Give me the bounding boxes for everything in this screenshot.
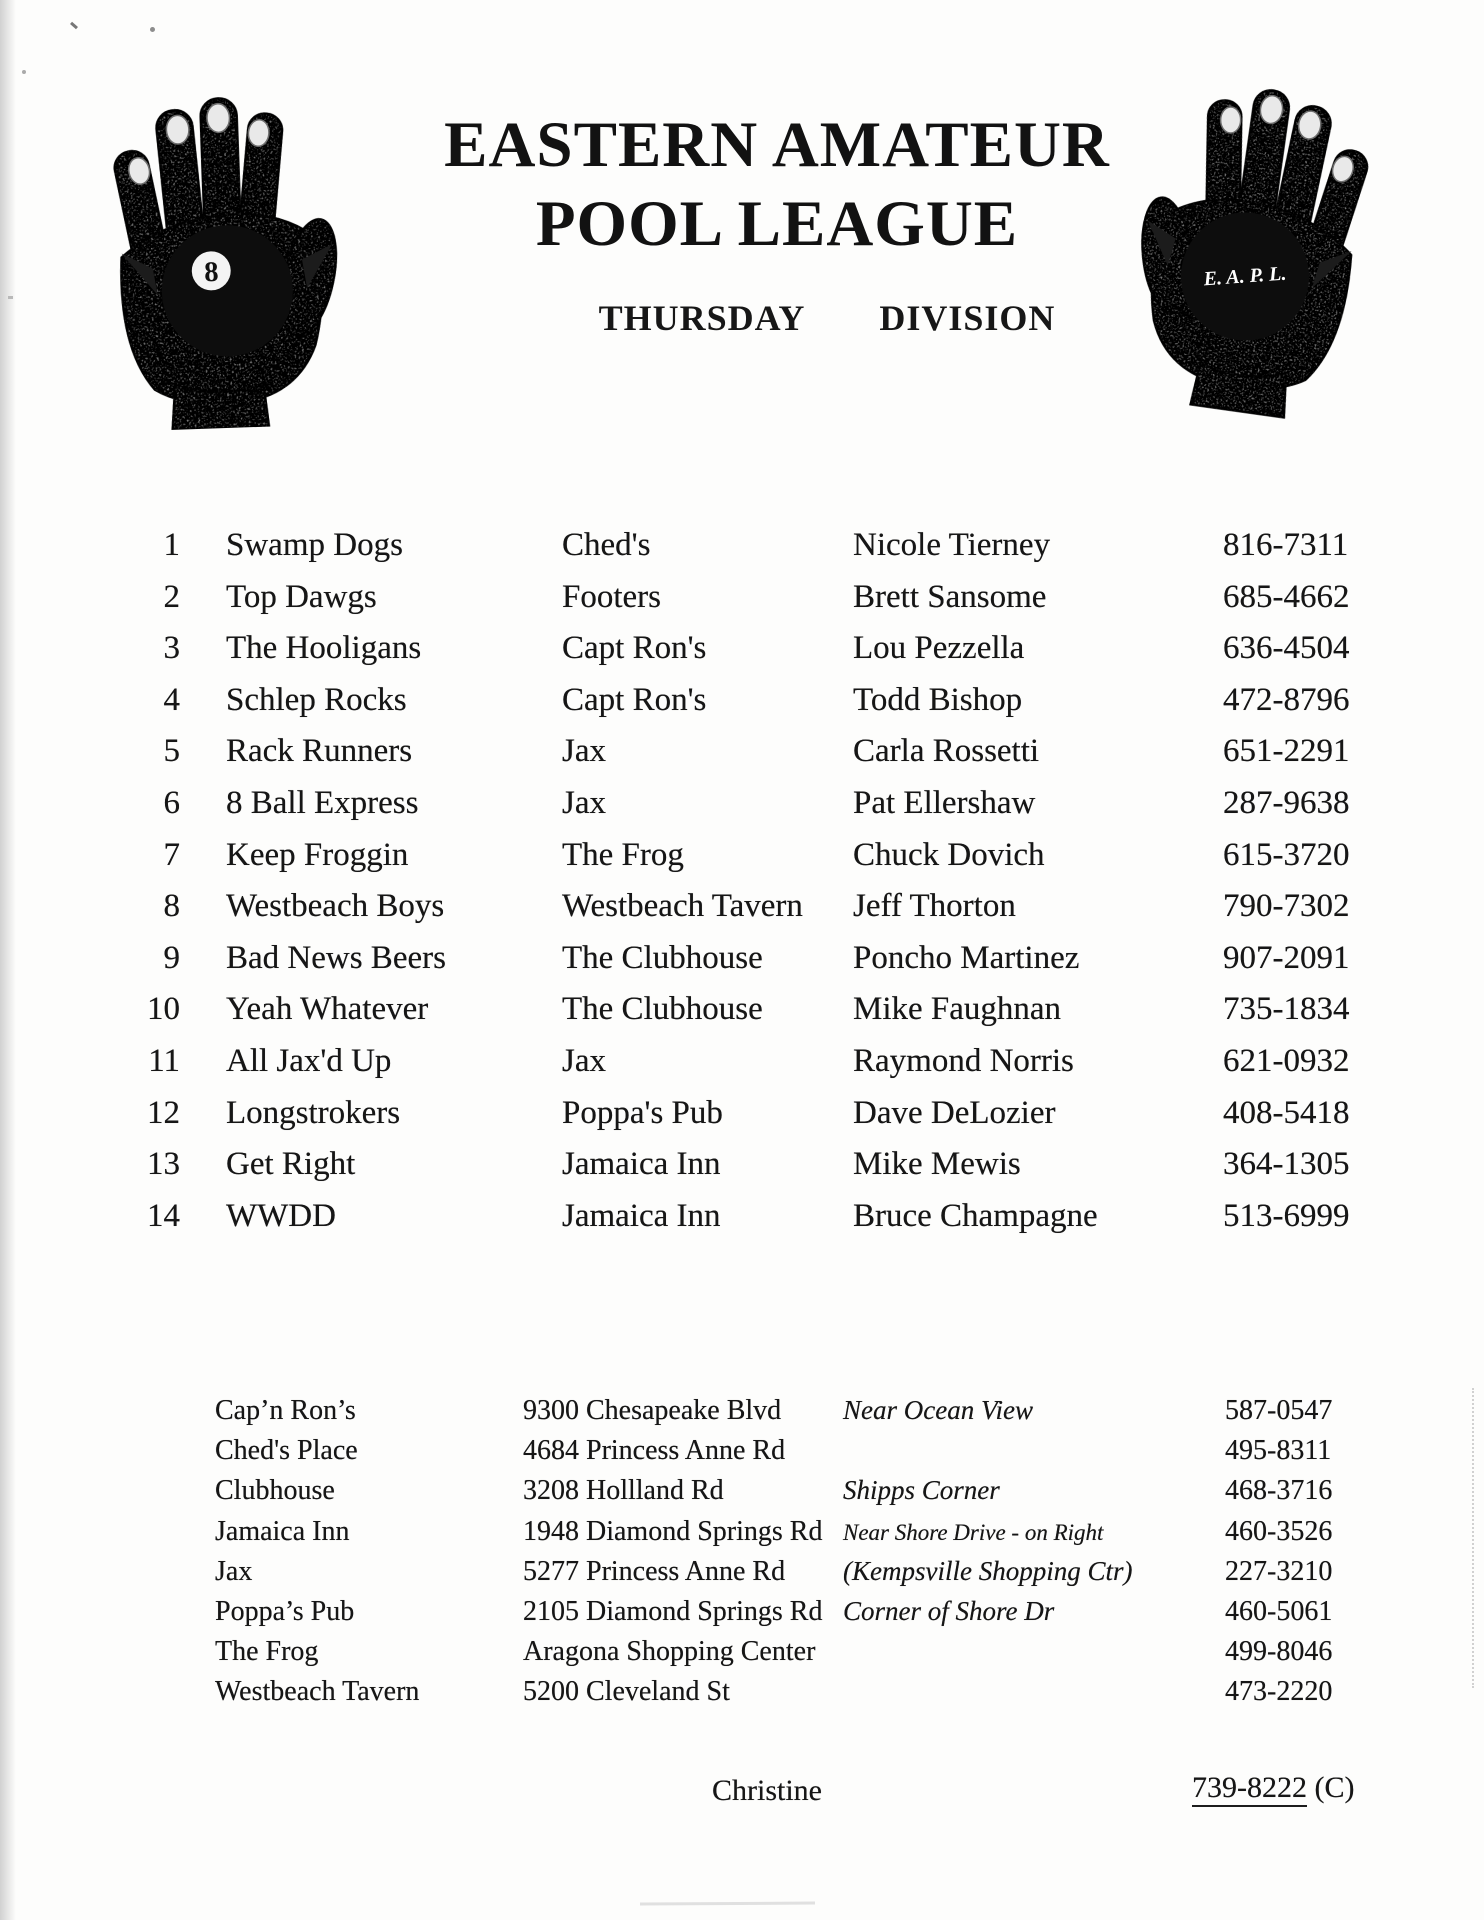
team-captain-phone: 513-6999 <box>1223 1197 1350 1234</box>
team-row <box>0 733 1484 785</box>
team-captain-name: Lou Pezzella <box>853 630 1025 667</box>
team-name: Top Dawgs <box>226 578 377 615</box>
team-captain-phone: 615-3720 <box>1223 836 1350 873</box>
venue-name: The Frog <box>215 1636 319 1668</box>
team-home-bar: Ched's <box>562 527 651 563</box>
team-captain-name: Poncho Martinez <box>853 939 1080 976</box>
page-title <box>380 106 1174 264</box>
venue-phone: 587-0547 <box>1225 1395 1333 1426</box>
venue-row <box>0 1636 1484 1676</box>
team-captain-phone: 408-5418 <box>1223 1094 1350 1131</box>
venue-row <box>0 1435 1484 1475</box>
team-home-bar: Capt Ron's <box>562 681 707 718</box>
team-captain-phone: 735-1834 <box>1223 991 1350 1028</box>
team-row <box>0 991 1484 1043</box>
team-name: WWDD <box>226 1197 336 1234</box>
venue-row <box>0 1395 1484 1435</box>
venue-phone: 460-3526 <box>1225 1515 1333 1547</box>
venue-address: Aragona Shopping Center <box>523 1636 816 1668</box>
venue-phone: 473-2220 <box>1225 1676 1333 1708</box>
team-captain-name: Nicole Tierney <box>853 527 1051 563</box>
team-number: 4 <box>163 681 180 718</box>
venue-location-note: Corner of Shore Dr <box>843 1595 1055 1626</box>
team-row <box>0 785 1484 837</box>
team-name: Yeah Whatever <box>226 991 429 1028</box>
venue-row <box>0 1676 1484 1716</box>
team-captain-name: Carla Rossetti <box>853 733 1040 770</box>
team-row <box>0 1095 1484 1147</box>
team-row <box>0 1043 1484 1095</box>
venue-row <box>0 1556 1484 1596</box>
venue-name: Clubhouse <box>215 1475 335 1507</box>
team-captain-name: Bruce Champagne <box>853 1197 1098 1234</box>
venue-address: 1948 Diamond Springs Rd <box>523 1515 823 1547</box>
team-home-bar: Poppa's Pub <box>562 1094 723 1131</box>
team-row <box>0 1146 1484 1198</box>
venue-row <box>0 1516 1484 1556</box>
team-home-bar: The Clubhouse <box>562 991 763 1028</box>
scan-artifact <box>8 296 13 299</box>
team-captain-phone: 790-7302 <box>1223 888 1350 925</box>
team-captain-name: Raymond Norris <box>853 1042 1074 1079</box>
team-name: Schlep Rocks <box>226 681 407 718</box>
team-home-bar: Jax <box>562 733 606 770</box>
team-row <box>0 837 1484 889</box>
team-name: The Hooligans <box>226 630 422 667</box>
team-name: Longstrokers <box>226 1094 401 1131</box>
venue-address-table <box>0 1395 1484 1717</box>
team-name: Get Right <box>226 1146 356 1183</box>
team-captain-phone: 472-8796 <box>1223 681 1350 718</box>
team-home-bar: The Frog <box>562 836 684 873</box>
team-captain-phone: 636-4504 <box>1223 630 1350 667</box>
team-captain-name: Chuck Dovich <box>853 836 1045 873</box>
team-captain-name: Mike Mewis <box>853 1146 1021 1183</box>
division-subtitle <box>430 297 1224 339</box>
eapl-ball-label: E. A. P. L. <box>1202 262 1288 291</box>
team-captain-name: Todd Bishop <box>853 681 1023 718</box>
venue-address: 9300 Chesapeake Blvd <box>523 1395 782 1426</box>
subtitle-day: THURSDAY <box>598 298 806 338</box>
team-captain-name: Dave DeLozier <box>853 1094 1056 1131</box>
team-home-bar: Jax <box>562 1042 606 1079</box>
team-row <box>0 1198 1484 1250</box>
team-captain-name: Mike Faughnan <box>853 991 1062 1028</box>
team-number: 14 <box>147 1197 180 1234</box>
team-number: 2 <box>163 578 180 615</box>
venue-location-note: Shipps Corner <box>843 1475 1000 1506</box>
team-row <box>0 527 1484 579</box>
team-row <box>0 682 1484 734</box>
league-contact-name: Christine <box>712 1774 822 1807</box>
venue-address: 3208 Hollland Rd <box>523 1475 724 1507</box>
team-number: 5 <box>163 733 180 770</box>
team-name: Swamp Dogs <box>226 527 403 563</box>
scan-artifact <box>22 70 26 74</box>
team-number: 6 <box>163 784 180 821</box>
team-number: 7 <box>163 836 180 873</box>
venue-phone: 460-5061 <box>1225 1595 1333 1627</box>
scan-artifact <box>150 27 155 32</box>
venue-location-note: (Kempsville Shopping Ctr) <box>843 1555 1133 1586</box>
team-captain-phone: 907-2091 <box>1223 939 1350 976</box>
team-home-bar: Jax <box>562 784 606 821</box>
team-name: Westbeach Boys <box>226 888 445 925</box>
contact-phone-suffix: (C) <box>1307 1771 1355 1804</box>
venue-name: Cap’n Ron’s <box>215 1395 356 1426</box>
team-captain-phone: 621-0932 <box>1223 1042 1350 1079</box>
scan-artifact <box>70 22 78 30</box>
team-number: 8 <box>163 888 180 925</box>
team-name: Bad News Beers <box>226 939 446 976</box>
team-row <box>0 940 1484 992</box>
venue-location-note: Near Ocean View <box>843 1395 1033 1425</box>
team-number: 11 <box>148 1042 180 1079</box>
venue-address: 5200 Cleveland St <box>523 1676 730 1708</box>
venue-name: Westbeach Tavern <box>215 1676 420 1708</box>
title-line2: POOL LEAGUE <box>535 188 1019 260</box>
team-home-bar: Westbeach Tavern <box>562 888 803 925</box>
team-roster-table <box>0 527 1484 1249</box>
venue-name: Poppa’s Pub <box>215 1595 355 1627</box>
team-home-bar: Capt Ron's <box>562 630 707 667</box>
venue-location-note: Near Shore Drive - on Right <box>843 1519 1104 1545</box>
venue-row <box>0 1475 1484 1515</box>
team-captain-phone: 364-1305 <box>1223 1146 1350 1183</box>
title-line1: EASTERN AMATEUR <box>444 109 1110 181</box>
team-home-bar: The Clubhouse <box>562 939 763 976</box>
team-captain-phone: 287-9638 <box>1223 784 1350 821</box>
league-contact-phone <box>1192 1771 1355 1805</box>
team-number: 12 <box>147 1094 180 1131</box>
venue-address: 5277 Princess Anne Rd <box>523 1555 786 1587</box>
team-name: All Jax'd Up <box>226 1042 392 1079</box>
scan-artifact <box>640 1902 815 1906</box>
team-number: 13 <box>147 1146 180 1183</box>
team-name: Rack Runners <box>226 733 413 770</box>
eight-ball-number: 8 <box>203 255 220 289</box>
team-row <box>0 888 1484 940</box>
venue-phone: 499-8046 <box>1225 1636 1333 1668</box>
venue-phone: 468-3716 <box>1225 1475 1333 1507</box>
hand-8ball-logo-left-icon <box>100 76 350 432</box>
subtitle-division: DIVISION <box>879 298 1056 338</box>
team-number: 10 <box>147 991 180 1028</box>
venue-phone: 495-8311 <box>1225 1435 1332 1467</box>
team-number: 9 <box>163 939 180 976</box>
team-row <box>0 630 1484 682</box>
venue-row <box>0 1596 1484 1636</box>
venue-name: Ched's Place <box>215 1435 358 1467</box>
team-number: 1 <box>163 527 180 563</box>
team-home-bar: Jamaica Inn <box>562 1146 721 1183</box>
venue-address: 2105 Diamond Springs Rd <box>523 1595 823 1627</box>
team-number: 3 <box>163 630 180 667</box>
team-captain-name: Pat Ellershaw <box>853 784 1036 821</box>
team-captain-name: Jeff Thorton <box>853 888 1016 925</box>
venue-phone: 227-3210 <box>1225 1555 1333 1587</box>
team-row <box>0 579 1484 631</box>
team-home-bar: Jamaica Inn <box>562 1197 721 1234</box>
venue-address: 4684 Princess Anne Rd <box>523 1435 786 1467</box>
venue-name: Jax <box>215 1555 253 1587</box>
team-captain-name: Brett Sansome <box>853 578 1047 615</box>
contact-phone-number: 739-8222 <box>1192 1771 1307 1807</box>
team-captain-phone: 816-7311 <box>1223 527 1349 563</box>
team-name: Keep Froggin <box>226 836 409 873</box>
team-captain-phone: 685-4662 <box>1223 578 1350 615</box>
venue-name: Jamaica Inn <box>215 1515 350 1547</box>
team-name: 8 Ball Express <box>226 784 419 821</box>
team-captain-phone: 651-2291 <box>1223 733 1350 770</box>
team-home-bar: Footers <box>562 578 661 615</box>
